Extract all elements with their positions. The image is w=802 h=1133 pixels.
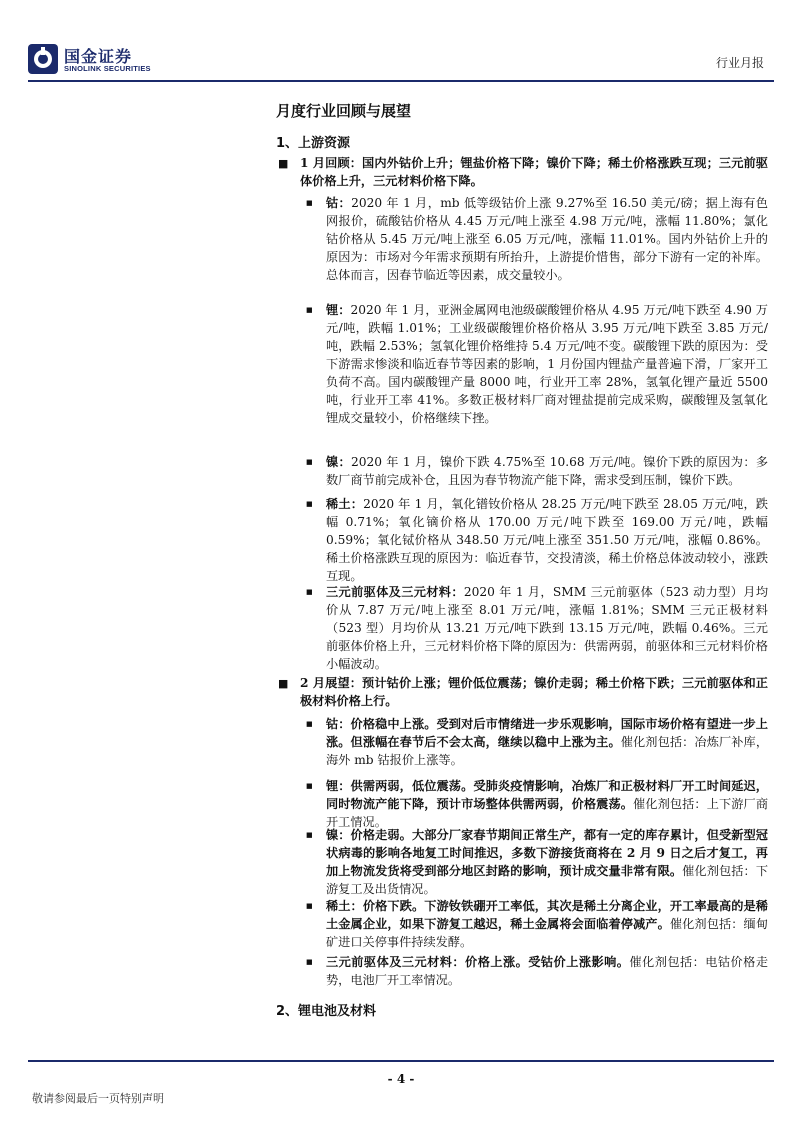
small-square-bullet-icon: ■ xyxy=(306,720,313,728)
small-square-bullet-icon: ■ xyxy=(306,199,313,207)
sinolink-logo-icon xyxy=(28,44,58,74)
logo-english-name: SINOLINK SECURITIES xyxy=(64,64,151,73)
jan-item-nickel: 镍：2020 年 1 月，镍价下跌 4.75%至 10.68 万元/吨。镍价下跌的原因为：多数厂商节前完成补仓，且因为春节物流产能下降，需求受到压制，镍价下跌。 xyxy=(326,455,769,487)
page-header xyxy=(28,40,774,82)
jan-item-lithium: 锂：2020 年 1 月，亚洲金属网电池级碳酸锂价格从 4.95 万元/吨下跌至 4.90 万元/吨，跌幅 1.01%；工业级碳酸锂价格价格从 3.95 万元/吨下跌至 3.85 万元/吨，跌幅 2.53%；氢氧化锂价格维持 5.4 万元/吨不变。碳酸锂下跌的原因为：受下游需求惨淡和临近春节等因素的影响，1 月份国内锂盐产量普遍下滑，厂家开工负荷不高。国内碳酸锂产量 8000 吨，行业开工率 28%，氢氧化锂产量近 5500 吨，行业开工率 41%。多数正极材料厂商对锂盐提前完成采购，碳酸锂及氢氧化锂成交量较小，价格继续下挫。 xyxy=(326,303,768,425)
jan-item-rare-earth: 稀土：2020 年 1 月，氧化镨钕价格从 28.25 万元/吨下跌至 28.05 万元/吨，跌幅 0.71%；氧化镝价格从 170.00 万元/吨下跌至 169.00 万元/吨，跌幅 0.59%；氧化铽价格从 348.50 万元/吨上涨至 351.50 万元/吨，涨幅 0.86%。稀土价格涨跌互现的原因为：临近春节，交投清淡，稀土价格总体波动较小，涨跌互现。 xyxy=(326,497,768,583)
feb-item-rare-earth: 稀土：价格下跌。下游钕铁硼开工率低，其次是稀土分离企业，开工率最高的是稀土金属企业，如果下游复工越迟，稀土金属将会面临着停减产。催化剂包括：缅甸矿进口关停事件持续发酵。 xyxy=(326,899,769,949)
section-1-heading: 1、上游资源 xyxy=(276,136,351,151)
document-type: 行业月报 xyxy=(715,56,764,70)
square-bullet-icon: ■ xyxy=(278,677,289,690)
small-square-bullet-icon: ■ xyxy=(306,306,313,314)
logo-chinese-name: 国金证券 xyxy=(64,47,133,66)
small-square-bullet-icon: ■ xyxy=(306,831,313,839)
feb-item-ternary: 三元前驱体及三元材料：价格上涨。受钴价上涨影响。催化剂包括：电钴价格走势，电池厂开工率情况。 xyxy=(326,955,769,987)
header-divider xyxy=(28,80,774,82)
feb-item-nickel: 镍：价格走弱。大部分厂家春节期间正常生产，都有一定的库存累计，但受新型冠状病毒的影响各地复工时间推迟，多数下游接货商将在 2 月 9 日之后才复工，再加上物流发货将受到部分地区封路的影响，预计成交量非常有限。催化剂包括：下游复工及出货情况。 xyxy=(326,828,769,896)
small-square-bullet-icon: ■ xyxy=(306,782,313,790)
square-bullet-icon: ■ xyxy=(278,157,289,170)
page-number: - 4 - xyxy=(387,1072,415,1086)
page-title: 月度行业回顾与展望 xyxy=(276,102,412,120)
feb-item-lithium: 锂：供需两弱，低位震荡。受肺炎疫情影响，冶炼厂和正极材料厂开工时间延迟，同时物流产能下降，预计市场整体供需两弱，价格震荡。催化剂包括：上下游厂商开工情况。 xyxy=(326,779,769,829)
small-square-bullet-icon: ■ xyxy=(306,902,313,910)
jan-item-ternary: 三元前驱体及三元材料：2020 年 1 月，SMM 三元前驱体（523 动力型）月均价从 7.87 万元/吨上涨至 8.01 万元/吨，涨幅 1.81%；SMM 三元正极材料（523 型）月均价从 13.21 万元/吨下跌到 13.15 万元/吨，跌幅 0.46%。三元前驱体价格上升，三元材料价格下降的原因为：供需两弱，前驱体和三元材料价格小幅波动。 xyxy=(326,585,769,671)
small-square-bullet-icon: ■ xyxy=(306,958,313,966)
feb-summary: 2 月展望：预计钴价上涨；锂价低位震荡；镍价走弱；稀土价格下跌；三元前驱体和正极材料价格上行。 xyxy=(300,676,768,708)
small-square-bullet-icon: ■ xyxy=(306,458,313,466)
small-square-bullet-icon: ■ xyxy=(306,500,313,508)
jan-summary: 1 月回顾：国内外钴价上升；锂盐价格下降；镍价下降；稀土价格涨跌互现；三元前驱体价格上升，三元材料价格下降。 xyxy=(300,156,768,188)
section-2-heading: 2、锂电池及材料 xyxy=(276,1004,377,1019)
small-square-bullet-icon: ■ xyxy=(306,588,313,596)
footer-disclaimer: 敬请参阅最后一页特别声明 xyxy=(32,1092,164,1105)
footer-divider xyxy=(28,1060,774,1062)
feb-item-cobalt: 钴：价格稳中上涨。受到对后市情绪进一步乐观影响，国际市场价格有望进一步上涨。但涨幅在春节后不会太高，继续以稳中上涨为主。催化剂包括：冶炼厂补库，海外 mb 钴报价上涨等。 xyxy=(326,717,769,767)
jan-item-cobalt: 钴：2020 年 1 月，mb 低等级钴价上涨 9.27%至 16.50 美元/磅；据上海有色网报价，硫酸钴价格从 4.45 万元/吨上涨至 4.98 万元/吨，涨幅 11.80%；氯化钴价格从 5.45 万元/吨上涨至 6.05 万元/吨，涨幅 11.01%。国内外钴价上升的原因为：市场对今年需求预期有所抬升，上游提价惜售，部分下游有一定的补库。总体而言，因春节临近等因素，成交量较小。 xyxy=(326,196,768,282)
